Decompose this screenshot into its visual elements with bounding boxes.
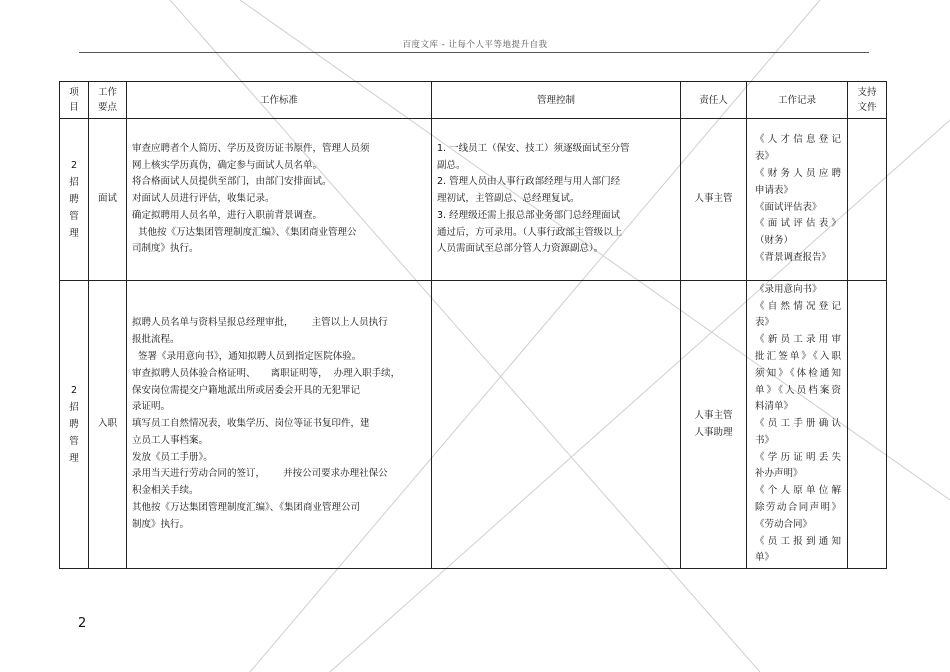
page-header-text: 百度文库 - 让每个人平等地提升自我	[402, 40, 548, 50]
responsible-cell: 人事主管	[681, 119, 747, 281]
header-cell-records: 工作记录	[747, 82, 848, 119]
header-cell-support: 支持 文件	[848, 82, 887, 119]
page-number: 2	[78, 616, 87, 631]
table-header-row	[60, 82, 887, 119]
table-row	[60, 119, 887, 281]
project-cell: 2 招 聘 管 理	[60, 281, 89, 569]
key-point-cell: 面试	[89, 119, 127, 281]
records-cell: 《人才信息登记 表》 《财务人员应聘 申请表》 《面试评估表》 《面试评估表》 （财务） 《背景调查报告》	[747, 119, 848, 281]
header-cell-key-point: 工作 要点	[89, 82, 127, 119]
procedure-table	[59, 81, 887, 569]
header-cell-standard: 工作标准	[127, 82, 432, 119]
table-row	[60, 281, 887, 569]
control-cell	[432, 281, 681, 569]
project-cell: 2 招 聘 管 理	[60, 119, 89, 281]
standard-cell: 审查应聘者个人简历、学历及资历证书原件，管理人员须 网上核实学历真伪，确定参与面试人员名单。 将合格面试人员提供至部门，由部门安排面试。 对面试人员进行评估，收集记录。 确定拟聘用人员名单，进行入职前背景调查。 其他按《万达集团管理制度汇编》、《集团商业管理公 司制度》执行。	[127, 119, 432, 281]
header-cell-control: 管理控制	[432, 82, 681, 119]
responsible-cell: 人事主管 人事助理	[681, 281, 747, 569]
support-cell	[848, 281, 887, 569]
header-cell-responsible: 责任人	[681, 82, 747, 119]
support-cell	[848, 119, 887, 281]
header-divider	[79, 52, 869, 53]
control-cell: 1. 一线员工（保安、技工）须逐级面试至分管 副总。 2. 管理人员由人事行政部经理与用人部门经 理初试，主管副总、总经理复试。 3. 经理级还需上报总部业务部门总经理面试 通过后，方可录用。（人事行政部主管级以上 人员需面试至总部分管人力资源副总）。	[432, 119, 681, 281]
header-cell-project: 项 目	[60, 82, 89, 119]
standard-cell: 拟聘人员名单与资料呈报总经理审批， 主管以上人员执行 报批流程。 签署《录用意向书》，通知拟聘人员到指定医院体验。 审查拟聘人员体验合格证明、 离职证明等， 办理入职手续， 保安岗位需提交户籍地派出所或居委会开具的无犯罪记 录证明。 填写员工自然情况表，收集学历、岗位等证书复印件，建 立员工人事档案。 发放《员工手册》。 录用当天进行劳动合同的签订， 并按公司要求办理社保公 积金相关手续。 其他按《万达集团管理制度汇编》、《集团商业管理公司 制度》执行。	[127, 281, 432, 569]
key-point-cell: 入职	[89, 281, 127, 569]
records-cell: 《录用意向书》 《自然情况登记 表》 《新员工录用审 批汇签单》《入职 须知》《体检通知 单》《人员档案资 料清单》 《员工手册确认 书》 《学历证明丢失 补办声明》 《个人原单位解 除劳动合同声明》 《劳动合同》 《员工报到通知 单》	[747, 281, 848, 569]
